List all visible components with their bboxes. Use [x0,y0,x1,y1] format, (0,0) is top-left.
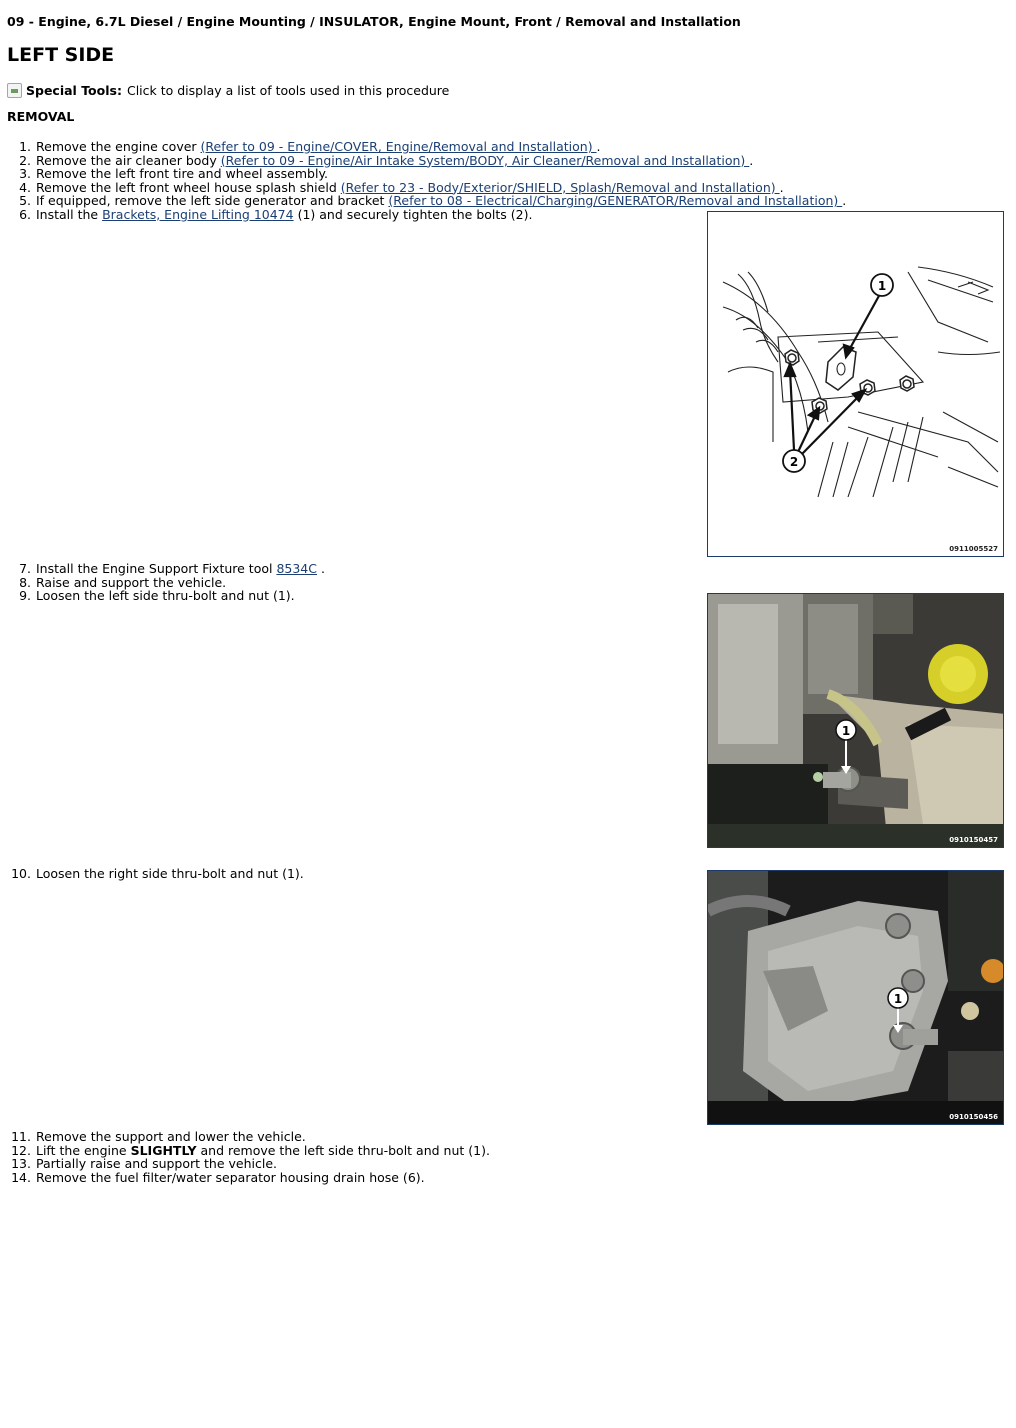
step-item: 2. Remove the air cleaner body (Refer to 09 - Engine/Air Intake System/BODY, Air Cleaner/Removal and Installation) . [19,152,754,168]
step-item: 1. Remove the engine cover (Refer to 09 - Engine/COVER, Engine/Removal and Installation) . [19,139,601,154]
callout-1: 1 [893,992,903,1006]
left-thru-bolt-photo [708,594,1004,848]
special-tools-label: Special Tools: [26,82,122,98]
step-link[interactable]: (Refer to 09 - Engine/COVER, Engine/Removal and Installation) [200,139,597,154]
callout-1: 1 [877,279,887,293]
steps-list-1 [0,140,846,221]
step-item: 6. Install the Brackets, Engine Lifting 10474 (1) and securely tighten the bolts (2). [19,206,533,222]
step-item: 12. Lift the engine SLIGHTLY and remove the left side thru-bolt and nut (1). [11,1142,490,1158]
step-item: 7. Install the Engine Support Fixture tool 8534C . [19,561,325,576]
step-item: 3. Remove the left front tire and wheel assembly. [19,166,329,181]
step-item: 5. If equipped, remove the left side generator and bracket (Refer to 08 - Electrical/Charging/GENERATOR/Removal and Installation) . [19,193,847,208]
figure-code: 0910150457 [949,836,998,844]
callout-1: 1 [841,724,851,738]
step-link[interactable]: (Refer to 23 - Body/Exterior/SHIELD, Splash/Removal and Installation) [340,179,780,195]
special-tools-row[interactable] [7,83,449,98]
figure-engine-lifting-bracket [707,211,1004,557]
figure-left-thru-bolt-photo [707,593,1004,848]
figure-code: 0911005527 [949,545,998,553]
steps-list-3 [0,867,304,881]
steps-list-2 [0,562,325,603]
special-tools-icon[interactable] [7,83,22,98]
step-link[interactable]: (Refer to 08 - Electrical/Charging/GENERATOR/Removal and Installation) [388,193,843,208]
breadcrumb: 09 - Engine, 6.7L Diesel / Engine Mounting / INSULATOR, Engine Mount, Front / Removal and Installation [7,14,741,29]
step-item: 13. Partially raise and support the vehicle. [11,1156,278,1171]
callout-2: 2 [789,455,799,469]
step-item: 4. Remove the left front wheel house splash shield (Refer to 23 - Body/Exterior/SHIELD, Splash/Removal and Installation) . [19,179,784,195]
removal-heading: REMOVAL [7,109,75,124]
step-item: 10. Loosen the right side thru-bolt and nut (1). [11,866,304,881]
engine-lifting-bracket-illustration [708,212,1004,557]
special-tools-text[interactable]: Click to display a list of tools used in this procedure [126,82,450,98]
step-item: 9. Loosen the left side thru-bolt and nut (1). [19,588,295,603]
figure-code: 0910150456 [949,1113,998,1121]
steps-list-4 [0,1130,490,1184]
right-thru-bolt-photo [708,871,1004,1125]
step-item: 14. Remove the fuel filter/water separator housing drain hose (6). [11,1169,425,1185]
step-item: 8. Raise and support the vehicle. [19,574,227,590]
section-title: LEFT SIDE [7,44,115,66]
step-item: 11. Remove the support and lower the vehicle. [11,1129,306,1144]
step-link[interactable]: Brackets, Engine Lifting 10474 [102,206,294,222]
figure-right-thru-bolt-photo [707,870,1004,1125]
step-link[interactable]: 8534C [276,561,317,576]
step-link[interactable]: (Refer to 09 - Engine/Air Intake System/BODY, Air Cleaner/Removal and Installation) [220,152,750,168]
